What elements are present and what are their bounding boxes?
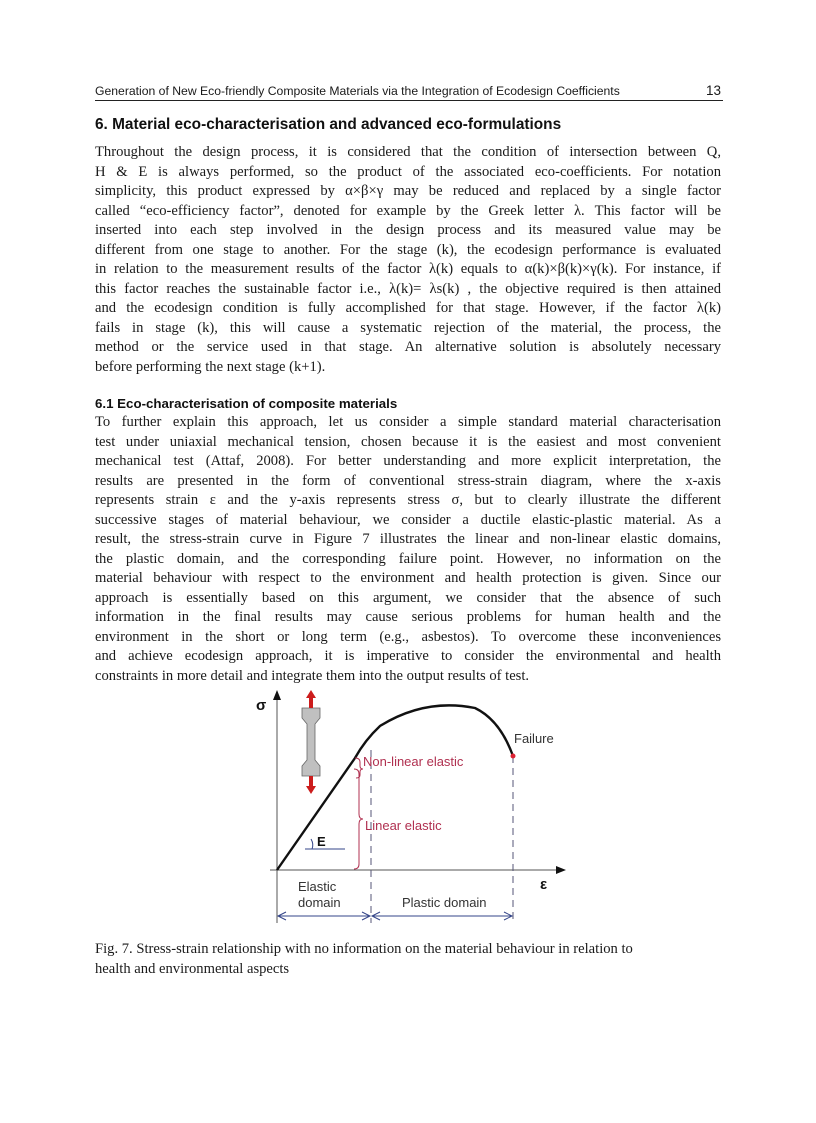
running-header	[95, 80, 723, 101]
running-title: Generation of New Eco-friendly Composite Materials via the Integration of Ecodesign Coefficients	[95, 84, 620, 98]
figure-caption	[95, 940, 735, 979]
text-line: and the ecodesign condition is fully accomplished for that stage. However, if the factor λ(k)	[95, 300, 721, 316]
section-title: 6. Material eco-characterisation and advanced eco-formulations	[95, 116, 562, 133]
linear-brace	[354, 769, 363, 869]
text-line: Throughout the design process, it is considered that the condition of intersection between Q,	[95, 144, 721, 160]
failure-point	[511, 754, 516, 759]
x-axis	[270, 866, 566, 874]
text-line: information in the final results may cause serious problems for human health and the	[95, 609, 721, 625]
plastic-domain-label: Plastic domain	[402, 895, 487, 910]
section-paragraph	[95, 143, 721, 377]
text-line: method or the service used in that stage. An alternative solution is absolutely necessary	[95, 339, 721, 355]
text-line: To further explain this approach, let us consider a simple standard material characterisation	[95, 414, 721, 430]
epsilon-label: ε	[540, 876, 548, 893]
text-line: result, the stress-strain curve in Figure 7 illustrates the linear and non-linear elastic domains,	[95, 531, 721, 547]
sigma-label: σ	[256, 697, 267, 714]
text-line: the plastic domain, and the corresponding failure point. However, no information on the	[95, 550, 721, 567]
subsection-title: 6.1 Eco-characterisation of composite materials	[95, 396, 398, 411]
tensile-specimen-icon	[302, 690, 320, 794]
text-line: inserted into each step involved in the design process and its measured value may be	[95, 222, 721, 238]
text-line: represents strain ε and the y-axis represents stress σ, but to clearly illustrate the different	[95, 492, 721, 508]
text-line: test under uniaxial mechanical tension, chosen because it is the easiest and most convenient	[95, 433, 721, 450]
caption-line: Fig. 7. Stress-strain relationship with no information on the material behaviour in relation to	[95, 941, 633, 957]
text-line: results are presented in the form of conventional stress-strain diagram, where the x-axis	[95, 472, 721, 489]
text-line: environment in the short or long term (e.g., asbestos). To overcome these inconveniences	[95, 628, 721, 645]
text-line: in relation to the measurement results of the factor λ(k) equals to α(k)×β(k)×γ(k). For instance, if	[95, 261, 721, 277]
text-line: fails in stage (k), this will cause a systematic rejection of the material, the process, the	[95, 319, 721, 336]
text-line: H & E is always performed, so the product of the associated eco-coefficients. For notation	[95, 163, 721, 180]
failure-label: Failure	[514, 731, 554, 746]
text-line: successive stages of material behaviour, we consider a ductile elastic-plastic material. As a	[95, 511, 721, 528]
linear-elastic-label: Linear elastic	[365, 818, 442, 833]
caption-line: health and environmental aspects	[95, 960, 290, 977]
text-line: mechanical test (Attaf, 2008). For better understanding and more explicit interpretation, the	[95, 453, 721, 469]
plastic-domain-arrow	[372, 912, 512, 920]
subsection-paragraph	[95, 413, 721, 686]
text-line: material behaviour with respect to the environment and health protection is given. Since our	[95, 570, 721, 586]
text-line: constraints in more detail and integrate them into the output results of test.	[95, 667, 530, 684]
non-linear-elastic-label: Non-linear elastic	[363, 754, 464, 769]
text-line: and achieve ecodesign approach, it is imperative to consider the environmental and health	[95, 648, 721, 664]
page-number: 13	[705, 83, 721, 98]
text-line: simplicity, this product expressed by α×β×γ may be reduced and replaced by a single factor	[95, 183, 721, 199]
stress-strain-figure	[250, 688, 570, 928]
elastic-domain-label-2: domain	[298, 895, 341, 910]
text-line: called “eco-efficiency factor”, denoted for example by the Greek letter λ. This factor will be	[95, 202, 721, 219]
text-line: this factor reaches the sustainable factor i.e., λ(k)= λs(k) , the objective required is then attained	[95, 280, 721, 297]
modulus-label: E	[317, 834, 326, 849]
text-line: before performing the next stage (k+1).	[95, 358, 326, 375]
elastic-domain-label: Elastic	[298, 879, 337, 894]
text-line: different from one stage to another. For the stage (k), the ecodesign performance is evaluated	[95, 241, 721, 258]
text-line: approach is essentially based on this argument, we consider that the absence of such	[95, 589, 721, 606]
elastic-domain-arrow	[278, 912, 370, 920]
